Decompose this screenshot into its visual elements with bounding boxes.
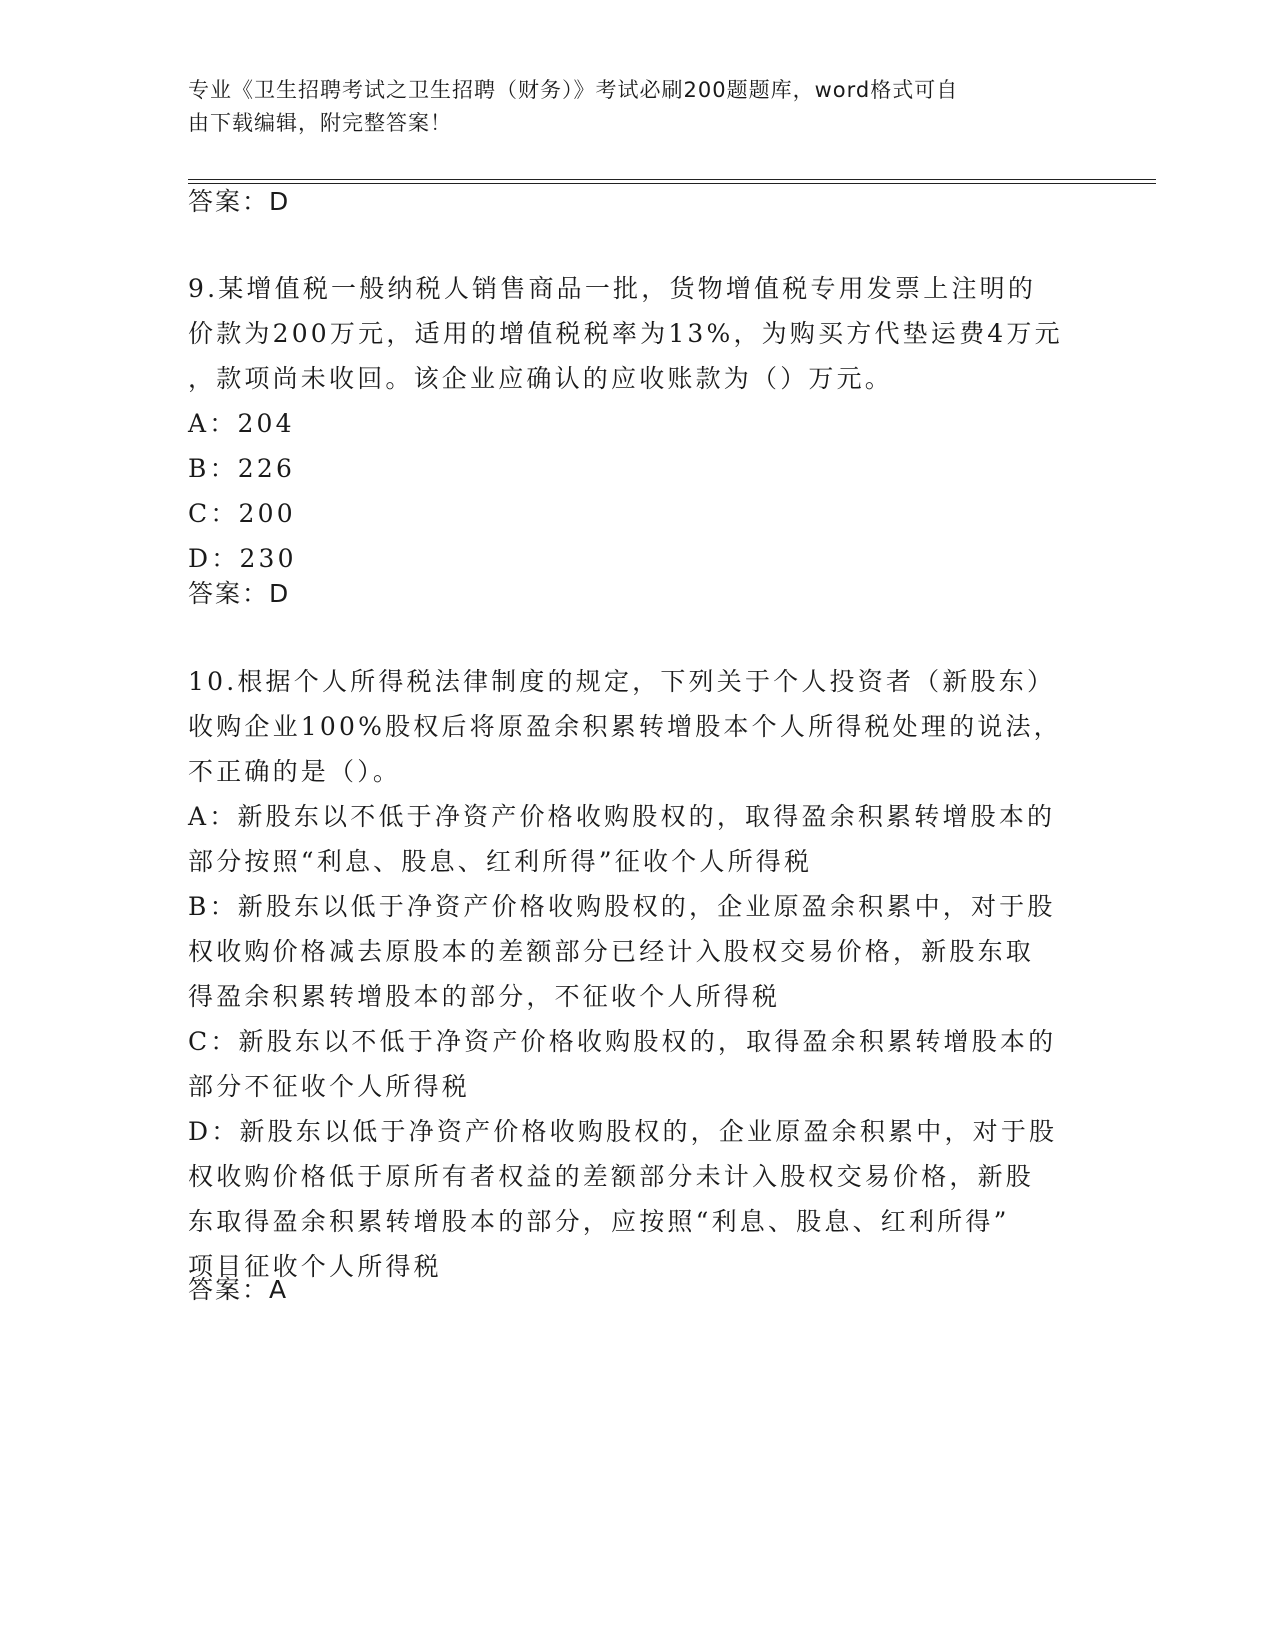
question-9 bbox=[188, 266, 1088, 581]
document-header bbox=[188, 74, 1088, 140]
option-b: B：226 bbox=[188, 454, 296, 483]
question-9-answer: 答案：D bbox=[188, 579, 291, 608]
question-stem-line: 9.某增值税一般纳税人销售商品一批，货物增值税专用发票上注明的 bbox=[188, 274, 1037, 303]
question-stem-line: ，款项尚未收回。该企业应确认的应收账款为（）万元。 bbox=[188, 364, 894, 393]
option-a: A：新股东以不低于净资产价格收购股权的，取得盈余积累转增股本的 bbox=[188, 802, 1056, 831]
option-b-cont: 得盈余积累转增股本的部分，不征收个人所得税 bbox=[188, 982, 781, 1011]
option-d: D：新股东以低于净资产价格收购股权的，企业原盈余积累中，对于股 bbox=[188, 1117, 1058, 1146]
question-stem-line: 价款为200万元，适用的增值税税率为13%，为购买方代垫运费4万元 bbox=[188, 319, 1063, 348]
option-c: C：新股东以不低于净资产价格收购股权的，取得盈余积累转增股本的 bbox=[188, 1027, 1057, 1056]
question-stem-line: 不正确的是（）。 bbox=[188, 757, 402, 786]
option-d-cont: 东取得盈余积累转增股本的部分，应按照“利息、股息、红利所得” bbox=[188, 1207, 1010, 1236]
question-stem-line: 10.根据个人所得税法律制度的规定，下列关于个人投资者（新股东） bbox=[188, 667, 1056, 696]
option-c: C：200 bbox=[188, 499, 296, 528]
question-stem-line: 收购企业100%股权后将原盈余积累转增股本个人所得税处理的说法， bbox=[188, 712, 1062, 741]
option-c-cont: 部分不征收个人所得税 bbox=[188, 1072, 471, 1101]
option-d-cont: 项目征收个人所得税 bbox=[188, 1252, 442, 1281]
header-divider-top bbox=[188, 179, 1156, 180]
option-a: A：204 bbox=[188, 409, 295, 438]
option-b: B：新股东以低于净资产价格收购股权的，企业原盈余积累中，对于股 bbox=[188, 892, 1056, 921]
option-a-cont: 部分按照“利息、股息、红利所得”征收个人所得税 bbox=[188, 847, 813, 876]
header-divider-bottom bbox=[188, 183, 1156, 184]
question-10 bbox=[188, 659, 1088, 1289]
option-d: D：230 bbox=[188, 544, 297, 573]
header-line-2: 由下载编辑，附完整答案！ bbox=[188, 111, 452, 135]
header-line-1: 专业《卫生招聘考试之卫生招聘（财务）》考试必刷200题题库，word格式可自 bbox=[188, 78, 959, 102]
option-d-cont: 权收购价格低于原所有者权益的差额部分未计入股权交易价格，新股 bbox=[188, 1162, 1035, 1191]
question-10-answer: 答案：A bbox=[188, 1275, 289, 1304]
previous-answer: 答案：D bbox=[188, 187, 291, 216]
option-b-cont: 权收购价格减去原股本的差额部分已经计入股权交易价格，新股东取 bbox=[188, 937, 1035, 966]
